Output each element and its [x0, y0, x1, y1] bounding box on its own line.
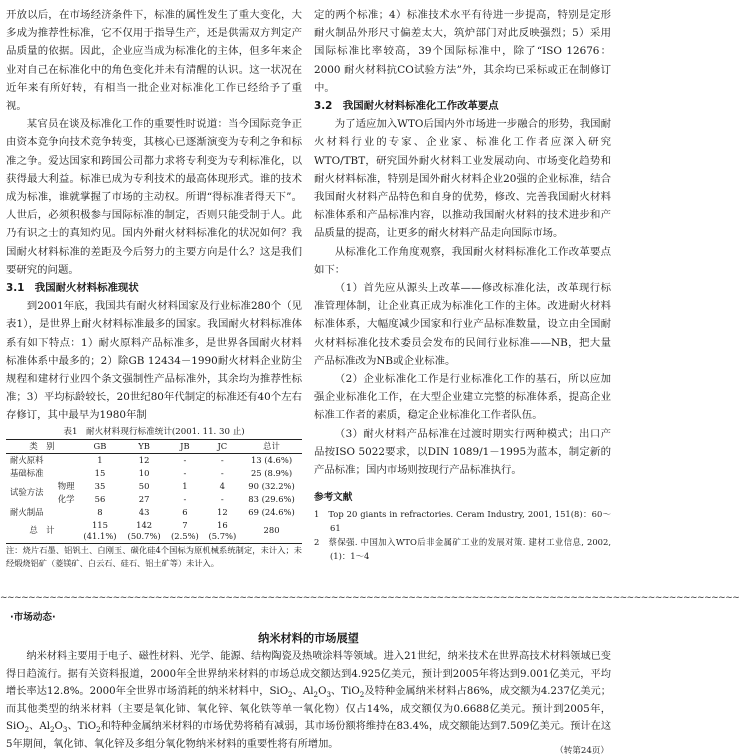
news-text: O: [318, 686, 327, 698]
table-cell: 69 (24.6%): [248, 506, 295, 517]
subscript: 2: [359, 690, 365, 700]
table-cell: -: [183, 493, 187, 504]
table-cell-category: 基础标准: [10, 467, 44, 478]
table-row: [6, 467, 302, 480]
table-cell: 35: [94, 480, 106, 491]
subscript: 2: [24, 725, 30, 735]
news-text: 和特种金属纳米材料的市场优势将稍有减弱，其市场份额将维持在83.4%，成交额能达到7.509亿美元。预计在这5年期间，氧化铈、氧化锌及多组分氧化物纳米材料的重要性将有所增加。: [6, 721, 612, 750]
table-header-yb: YB: [138, 440, 150, 451]
subscript: 2: [288, 690, 293, 700]
table-cell: 12: [217, 506, 228, 517]
continued-note: （转第24页）: [555, 746, 609, 756]
right-paragraph-4: （1）首先应从源头上改革——修改标准化法，改革现行标准管理体制，让企业真正成为标准化工作的主体。改进耐火材料标准体系，大幅度减少国家和行业产品标准数量，设立由全国耐火材料标准化技术委员会发布的民间行业标准——NB，把大量产品标准改为NB或企业标准。: [314, 282, 611, 367]
news-text: 及特种金属纳米材料占86%，成交额为4.237亿美元；而其他类型的纳米材料（主要是氧化铈、氧化锌、氧化铁等单一氧化物）仅占14%，成交额仅为0.6688亿美元。预计到2005年，SiO: [6, 686, 611, 733]
right-paragraph-6: （3）耐火材料产品标准在过渡时期实行两种模式；出口产品按ISO 5022要求，以DIN 1089/1－1995为蓝本，制定新的产品标准；国内市场则按现行产品标准执行。: [314, 427, 611, 477]
left-paragraph-2: 某官员在谈及标准化工作的重要性时说道：当今国际竞争正由资本竞争向技术竞争转变，其核心已逐渐演变为专利之争和标准之争。爱达国家和跨国公司都力求将专利变为专利标准化，以获得最大利益。标准已成为专利技术的最高体现形式。谁的技术成为标准，谁就掌握了市场的主动权。所谓“得标准者得天下”。人世后，必须积极参与国际标准的制定，否则只能受制于人。此乃有识之士的真知灼见。国内外耐火材料标准化的状况如何？我国耐火材料标准的差距及今后努力的主要方向是什么？这是我们要研究的问题。: [6, 118, 302, 276]
table-cell: 83 (29.6%): [248, 493, 295, 504]
table-cell: 15: [94, 467, 106, 478]
right-paragraph-3: 从标准化工作角度观察，我国耐火材料标准化工作改革要点如下：: [314, 245, 611, 276]
news-text: 、TiO: [330, 686, 360, 698]
table-cell: -: [220, 454, 224, 465]
table-cell: 43: [138, 506, 150, 517]
table-header-jc: JC: [217, 440, 228, 451]
table-cell: 50: [138, 480, 150, 491]
table-cell: -: [220, 493, 224, 504]
table-cell: 115 (41.1%): [83, 519, 117, 541]
table-cell: 7 (2.5%): [171, 519, 199, 541]
table-header-category: 类 别: [29, 440, 55, 451]
left-paragraph-1: 开放以后，在市场经济条件下，标准的属性发生了重大变化，大多成为推荐性标准，它不仅用于指导生产，还是供需双方判定产品质量的依据。因此，企业应当成为标准化的主体，但多年来企业对自己在标准化中的角色变化并未有清醒的认识。这一状况在近年来有所好转，有相当一批企业对标准化工作已经给予了重视。: [6, 9, 302, 113]
table-header-gb: GB: [93, 440, 107, 451]
table-cell: 4: [219, 480, 226, 491]
standards-table: [6, 439, 302, 544]
table-total-row: [6, 519, 302, 544]
table-cell-category: 试验方法: [10, 487, 44, 498]
section-heading-3-2: 3.2 我国耐火材料标准化工作改革要点: [314, 100, 499, 113]
reference-item: 1 Top 20 giants in refractories. Ceram Industry, 2001, 151(8)：60～61: [314, 509, 611, 534]
left-paragraph-3: 到2001年底，我国共有耐火材料国家及行业标准280个（见表1），是世界上耐火材料标准最多的国家。我国耐火材料标准体系有如下特点：1）耐火原料产品标准多，是世界各国耐火材料标准体系中最多的；2）除GB 12434－1990耐火材料企业防尘规程和建材行业四个条文强制性产品标准外，其余均为推荐性标准；3）平均标龄较长，20世纪80年代制定的标准还有40个左右存修订，其中最早为1980年制: [6, 300, 302, 422]
table-note: 注：烧片石墨、铝钒土、白刚玉、碳化硅4个国标为原机械系统制定，未计入；未经煅烧铝矿（菱镁矿、白云石、硅石、铝土矿等）未计入。: [6, 544, 302, 568]
table-row: [6, 453, 302, 467]
column-label: ·市场动态·: [10, 612, 56, 623]
subscript: 3: [326, 690, 331, 700]
table-cell: 25 (8.9%): [250, 467, 293, 478]
table-cell: 142 (50.7%): [127, 519, 161, 541]
right-column: [314, 6, 611, 563]
table-cell: 1: [182, 480, 188, 491]
table-cell: -: [183, 454, 187, 465]
right-paragraph-1: 定的两个标准；4）标准技术水平有待进一步提高，特别是定形耐火制品外形尺寸偏差太大，筑炉部门对此反映强烈；5）采用国际标准比率较高，39个国际标准中，除了“ISO 12676：2000 耐火材料抗CO试验方法”外，其余均已采标或正在制修订中。: [314, 9, 611, 94]
table-cell-category: 耐火原料: [10, 454, 44, 465]
table-cell-total-label: 总 计: [29, 525, 55, 536]
table-cell: 90 (32.2%): [248, 480, 295, 491]
news-text: 、TiO: [67, 721, 97, 733]
table-cell: 27: [138, 493, 150, 504]
table-cell-category: 耐火制品: [10, 506, 44, 517]
news-text: 、Al: [292, 686, 314, 698]
table-cell: -: [220, 467, 224, 478]
news-text: O: [54, 721, 63, 733]
table-cell-subcategory: 物理: [57, 480, 75, 491]
table-cell: 280: [263, 525, 280, 536]
table-cell: 10: [138, 467, 150, 478]
left-column: [6, 6, 302, 570]
table-cell: 8: [97, 506, 103, 517]
table-header-jb: JB: [180, 440, 190, 451]
table-cell: 13 (4.6%): [250, 454, 293, 465]
section-divider: ~~~~~~~~~~~~~~~~~~~~~~~~~~~~~~~~~~~~~~~~~~~~~~~~~~~~~~~~~~~~~~~~~~~~~~~~~~~~~~~~~~~~~~~~~~~~~~~~~~~~~~~~~: [0, 593, 739, 603]
table-cell: 6: [182, 506, 188, 517]
subscript: 2: [313, 690, 319, 700]
right-paragraph-2: 为了适应加入WTO后国内外市场进一步融合的形势，我国耐火材料行业的专家、企业家、标准化工作者应深入研究WTO/TBT，研究国外耐火材料工业发展动向、市场变化趋势和耐火材料标准，特别是国外耐火材料企业20强的企业标准，结合我国耐火材料产品特色和自身的优势，修改、完善我国耐火材料标准体系和产品标准内容，以推动我国耐火材料的技术进步和产品质量的提高，让更多的耐火材料产品走向国际市场。: [314, 118, 611, 240]
news-text: 、Al: [29, 721, 50, 733]
news-text: 纳米材料主要用于电子、磁性材料、光学、能源、结构陶瓷及热喷涂料等领域。进入21世纪，纳米技术在世界高技术材料领域已变得日趋流行。据有关资料报道，2000年全世界纳米材料的市场总成交额达到4.925亿美元，预计到2005年将达到9.001亿美元，平均增长率达12.8%。2000年全世界市场消耗的纳米材料中，SiO: [6, 651, 611, 698]
table-caption: 表1 耐火材料现行标准统计(2001. 11. 30 止): [63, 426, 245, 437]
right-paragraph-5: （2）企业标准化工作是行业标准化工作的基石，所以应加强企业标准化工作，在大型企业建立完整的标准体系，提高企业标准工作者的素质，稳定企业标准化工作者队伍。: [314, 373, 611, 422]
news-paragraph: [6, 648, 611, 754]
table-row: [6, 506, 302, 519]
news-body: [6, 648, 611, 754]
table-header-row: [6, 439, 302, 453]
table-cell: -: [183, 467, 187, 478]
subscript: 2: [49, 725, 55, 735]
table-cell: 12: [138, 454, 150, 465]
section-heading-3-1: 3.1 我国耐火材料标准现状: [6, 282, 139, 295]
subscript: 3: [62, 725, 68, 735]
table-row: [6, 480, 302, 493]
reference-item: 2 蔡保强. 中国加入WTO后非金属矿工业的发展对策. 建材工业信息, 2002, (1)：1～4: [314, 537, 611, 562]
subscript: 2: [96, 725, 101, 735]
table-header-total: 总计: [263, 440, 280, 451]
table-cell-subcategory: 化学: [57, 493, 75, 504]
table-cell: 1: [97, 454, 103, 465]
references-heading: 参考文献: [314, 492, 353, 504]
table-cell: 56: [94, 493, 106, 504]
news-title: 纳米材料的市场展望: [258, 632, 359, 645]
table-cell: 16 (5.7%): [208, 519, 237, 541]
